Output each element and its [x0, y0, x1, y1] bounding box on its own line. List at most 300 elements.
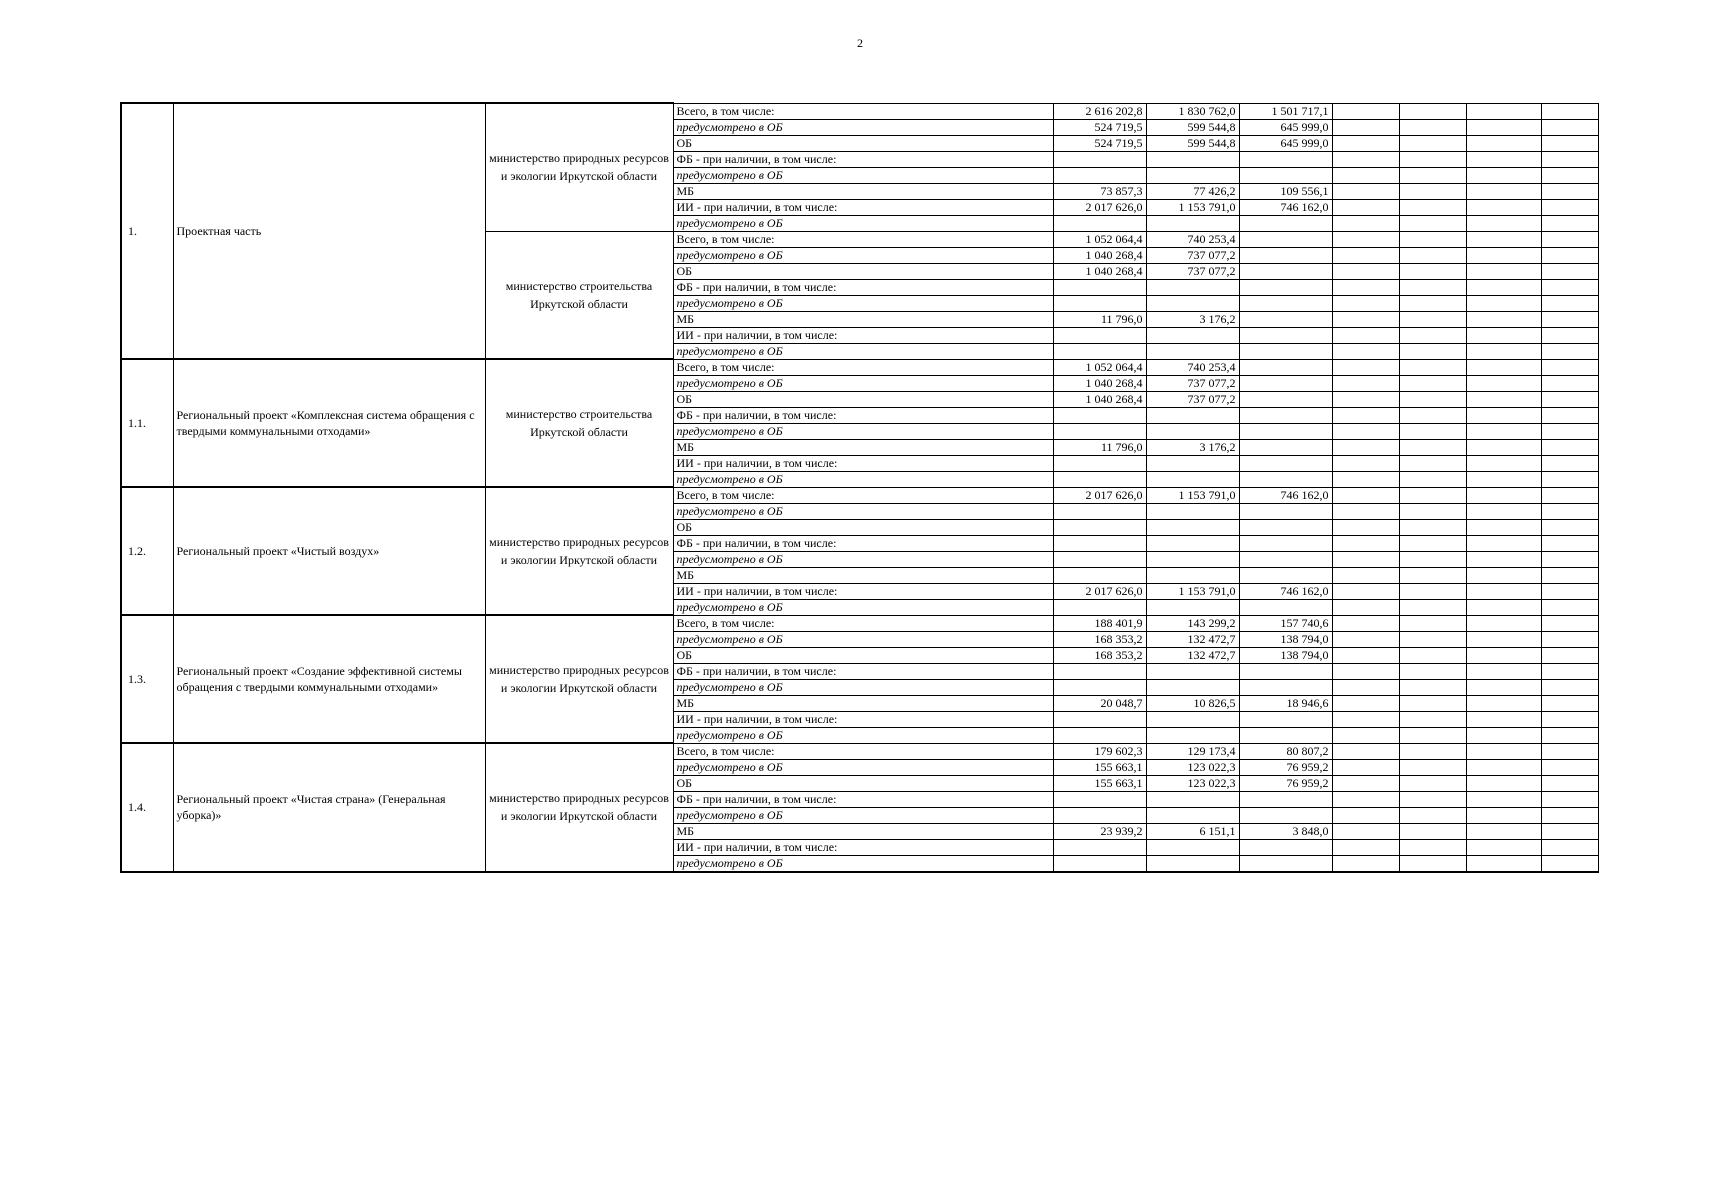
funding-value-cell [1466, 743, 1541, 759]
funding-value-cell [1399, 567, 1466, 583]
funding-source-label: предусмотрено в ОБ [673, 679, 1053, 695]
funding-value-cell [1541, 279, 1598, 295]
funding-value-cell [1239, 839, 1332, 855]
funding-value-cell [1239, 663, 1332, 679]
funding-value-cell [1466, 343, 1541, 359]
funding-source-label: ИИ - при наличии, в том числе: [673, 711, 1053, 727]
funding-value-cell [1239, 503, 1332, 519]
funding-value-cell [1541, 183, 1598, 199]
funding-value-cell [1399, 407, 1466, 423]
funding-value-cell [1541, 599, 1598, 615]
funding-value-cell: 155 663,1 [1053, 759, 1146, 775]
funding-source-label: Всего, в том числе: [673, 615, 1053, 631]
funding-value-cell [1399, 183, 1466, 199]
funding-value-cell [1541, 679, 1598, 695]
funding-value-cell [1466, 247, 1541, 263]
funding-source-label: предусмотрено в ОБ [673, 343, 1053, 359]
funding-value-cell [1466, 359, 1541, 375]
funding-value-cell [1239, 167, 1332, 183]
funding-value-cell [1239, 679, 1332, 695]
funding-value-cell [1466, 423, 1541, 439]
section-name: Региональный проект «Создание эффективной системы обращения с твердыми коммунальными отходами» [173, 615, 485, 743]
funding-value-cell [1332, 199, 1399, 215]
funding-value-cell [1332, 135, 1399, 151]
funding-value-cell [1466, 471, 1541, 487]
funding-value-cell [1399, 199, 1466, 215]
funding-value-cell [1332, 471, 1399, 487]
funding-value-cell [1541, 119, 1598, 135]
funding-value-cell [1399, 455, 1466, 471]
funding-value-cell [1146, 727, 1239, 743]
executor-name: министерство природных ресурсов и экологии Иркутской области [485, 103, 673, 231]
funding-value-cell [1239, 407, 1332, 423]
funding-value-cell [1332, 327, 1399, 343]
funding-value-cell [1466, 183, 1541, 199]
funding-value-cell [1399, 231, 1466, 247]
funding-value-cell [1399, 295, 1466, 311]
funding-value-cell [1146, 839, 1239, 855]
funding-value-cell [1399, 343, 1466, 359]
section-index: 1.1. [121, 359, 173, 487]
executor-name: министерство природных ресурсов и экологии Иркутской области [485, 743, 673, 872]
funding-value-cell: 524 719,5 [1053, 119, 1146, 135]
funding-value-cell [1541, 455, 1598, 471]
funding-value-cell [1466, 695, 1541, 711]
funding-value-cell [1399, 807, 1466, 823]
funding-value-cell [1146, 711, 1239, 727]
funding-source-label: ОБ [673, 263, 1053, 279]
funding-value-cell [1239, 455, 1332, 471]
funding-value-cell: 1 040 268,4 [1053, 391, 1146, 407]
funding-value-cell: 73 857,3 [1053, 183, 1146, 199]
funding-value-cell [1541, 103, 1598, 119]
funding-value-cell [1466, 519, 1541, 535]
funding-value-cell: 1 153 791,0 [1146, 199, 1239, 215]
funding-value-cell [1466, 119, 1541, 135]
funding-value-cell [1541, 135, 1598, 151]
funding-source-label: ОБ [673, 519, 1053, 535]
funding-value-cell [1541, 503, 1598, 519]
funding-value-cell [1332, 295, 1399, 311]
funding-value-cell [1399, 215, 1466, 231]
funding-value-cell [1146, 343, 1239, 359]
funding-source-label: ФБ - при наличии, в том числе: [673, 791, 1053, 807]
funding-value-cell [1332, 263, 1399, 279]
funding-source-label: ОБ [673, 135, 1053, 151]
funding-source-label: предусмотрено в ОБ [673, 247, 1053, 263]
funding-value-cell [1399, 551, 1466, 567]
funding-value-cell [1332, 759, 1399, 775]
funding-source-label: ФБ - при наличии, в том числе: [673, 151, 1053, 167]
funding-value-cell [1541, 359, 1598, 375]
funding-value-cell [1399, 263, 1466, 279]
funding-value-cell [1146, 455, 1239, 471]
funding-value-cell [1399, 711, 1466, 727]
funding-value-cell [1332, 455, 1399, 471]
funding-value-cell [1239, 247, 1332, 263]
funding-value-cell: 18 946,6 [1239, 695, 1332, 711]
funding-value-cell [1332, 535, 1399, 551]
funding-value-cell [1239, 791, 1332, 807]
funding-value-cell [1399, 695, 1466, 711]
funding-value-cell: 737 077,2 [1146, 247, 1239, 263]
funding-value-cell: 1 052 064,4 [1053, 231, 1146, 247]
funding-value-cell [1239, 263, 1332, 279]
funding-value-cell [1466, 823, 1541, 839]
funding-source-label: предусмотрено в ОБ [673, 215, 1053, 231]
funding-value-cell [1053, 567, 1146, 583]
funding-value-cell [1332, 311, 1399, 327]
funding-value-cell [1399, 775, 1466, 791]
executor-name: министерство строительства Иркутской области [485, 359, 673, 487]
funding-source-label: Всего, в том числе: [673, 743, 1053, 759]
funding-value-cell: 3 848,0 [1239, 823, 1332, 839]
funding-value-cell: 1 040 268,4 [1053, 375, 1146, 391]
funding-value-cell [1053, 167, 1146, 183]
funding-value-cell [1466, 439, 1541, 455]
funding-value-cell [1146, 327, 1239, 343]
funding-value-cell [1239, 375, 1332, 391]
funding-value-cell [1399, 391, 1466, 407]
funding-value-cell [1541, 215, 1598, 231]
funding-value-cell [1541, 407, 1598, 423]
funding-value-cell [1332, 679, 1399, 695]
funding-value-cell: 2 017 626,0 [1053, 487, 1146, 503]
funding-value-cell [1053, 503, 1146, 519]
funding-value-cell [1466, 391, 1541, 407]
funding-value-cell [1399, 439, 1466, 455]
funding-value-cell [1541, 647, 1598, 663]
funding-value-cell [1466, 407, 1541, 423]
funding-value-cell: 1 153 791,0 [1146, 583, 1239, 599]
funding-value-cell [1053, 407, 1146, 423]
funding-value-cell: 168 353,2 [1053, 631, 1146, 647]
funding-value-cell [1146, 407, 1239, 423]
funding-value-cell [1332, 503, 1399, 519]
funding-value-cell [1053, 679, 1146, 695]
funding-value-cell [1332, 695, 1399, 711]
funding-value-cell [1399, 359, 1466, 375]
funding-value-cell [1239, 807, 1332, 823]
funding-value-cell [1466, 327, 1541, 343]
funding-value-cell: 143 299,2 [1146, 615, 1239, 631]
funding-value-cell [1332, 647, 1399, 663]
funding-value-cell [1541, 535, 1598, 551]
funding-value-cell: 2 017 626,0 [1053, 199, 1146, 215]
funding-value-cell [1541, 823, 1598, 839]
funding-source-label: предусмотрено в ОБ [673, 599, 1053, 615]
funding-source-label: ФБ - при наличии, в том числе: [673, 407, 1053, 423]
funding-value-cell [1399, 471, 1466, 487]
funding-value-cell [1239, 391, 1332, 407]
funding-value-cell [1332, 439, 1399, 455]
funding-value-cell [1541, 423, 1598, 439]
funding-source-label: предусмотрено в ОБ [673, 727, 1053, 743]
funding-value-cell [1053, 455, 1146, 471]
funding-source-label: ИИ - при наличии, в том числе: [673, 583, 1053, 599]
table-row [121, 743, 1598, 759]
funding-value-cell [1399, 487, 1466, 503]
funding-value-cell [1332, 551, 1399, 567]
funding-value-cell: 168 353,2 [1053, 647, 1146, 663]
funding-value-cell [1146, 855, 1239, 872]
funding-source-label: предусмотрено в ОБ [673, 855, 1053, 872]
funding-value-cell [1239, 231, 1332, 247]
section-index: 1.4. [121, 743, 173, 872]
funding-value-cell [1332, 391, 1399, 407]
funding-value-cell [1399, 855, 1466, 872]
funding-value-cell [1399, 743, 1466, 759]
funding-value-cell [1466, 503, 1541, 519]
funding-source-label: предусмотрено в ОБ [673, 167, 1053, 183]
funding-value-cell [1466, 775, 1541, 791]
funding-value-cell [1239, 471, 1332, 487]
section-index: 1.3. [121, 615, 173, 743]
funding-source-label: Всего, в том числе: [673, 231, 1053, 247]
funding-value-cell: 1 052 064,4 [1053, 359, 1146, 375]
section-index: 1.2. [121, 487, 173, 615]
funding-value-cell: 77 426,2 [1146, 183, 1239, 199]
funding-value-cell [1399, 247, 1466, 263]
funding-value-cell [1332, 599, 1399, 615]
funding-value-cell [1466, 727, 1541, 743]
funding-source-label: ИИ - при наличии, в том числе: [673, 327, 1053, 343]
funding-value-cell: 737 077,2 [1146, 375, 1239, 391]
funding-value-cell: 740 253,4 [1146, 359, 1239, 375]
funding-value-cell: 76 959,2 [1239, 759, 1332, 775]
budget-table-body [121, 103, 1598, 872]
funding-value-cell [1466, 455, 1541, 471]
funding-value-cell [1053, 727, 1146, 743]
funding-value-cell [1466, 535, 1541, 551]
funding-value-cell [1239, 327, 1332, 343]
funding-value-cell [1332, 343, 1399, 359]
funding-value-cell [1466, 103, 1541, 119]
funding-source-label: МБ [673, 567, 1053, 583]
funding-value-cell [1399, 167, 1466, 183]
funding-value-cell: 76 959,2 [1239, 775, 1332, 791]
funding-value-cell [1239, 343, 1332, 359]
funding-source-label: предусмотрено в ОБ [673, 807, 1053, 823]
funding-value-cell [1399, 375, 1466, 391]
funding-value-cell [1541, 375, 1598, 391]
funding-value-cell: 179 602,3 [1053, 743, 1146, 759]
funding-value-cell [1466, 567, 1541, 583]
funding-value-cell [1332, 407, 1399, 423]
funding-value-cell [1332, 167, 1399, 183]
funding-value-cell [1541, 487, 1598, 503]
funding-value-cell: 23 939,2 [1053, 823, 1146, 839]
funding-value-cell [1332, 567, 1399, 583]
funding-value-cell [1239, 151, 1332, 167]
funding-value-cell [1332, 359, 1399, 375]
funding-value-cell [1466, 167, 1541, 183]
funding-value-cell: 1 501 717,1 [1239, 103, 1332, 119]
funding-value-cell [1146, 519, 1239, 535]
funding-value-cell [1239, 279, 1332, 295]
funding-source-label: предусмотрено в ОБ [673, 551, 1053, 567]
funding-source-label: ФБ - при наличии, в том числе: [673, 535, 1053, 551]
funding-value-cell: 132 472,7 [1146, 647, 1239, 663]
funding-value-cell [1399, 791, 1466, 807]
funding-source-label: предусмотрено в ОБ [673, 423, 1053, 439]
funding-value-cell [1146, 535, 1239, 551]
funding-value-cell: 645 999,0 [1239, 119, 1332, 135]
funding-value-cell [1399, 151, 1466, 167]
section-name: Региональный проект «Чистая страна» (Генеральная уборка)» [173, 743, 485, 872]
funding-source-label: ФБ - при наличии, в том числе: [673, 279, 1053, 295]
funding-value-cell [1399, 823, 1466, 839]
funding-value-cell [1239, 295, 1332, 311]
funding-value-cell: 746 162,0 [1239, 199, 1332, 215]
funding-value-cell [1399, 535, 1466, 551]
funding-value-cell [1332, 247, 1399, 263]
funding-value-cell [1541, 567, 1598, 583]
funding-value-cell [1053, 807, 1146, 823]
funding-value-cell [1541, 759, 1598, 775]
funding-value-cell [1466, 199, 1541, 215]
funding-value-cell [1399, 503, 1466, 519]
funding-value-cell: 746 162,0 [1239, 487, 1332, 503]
funding-value-cell [1239, 439, 1332, 455]
funding-value-cell: 123 022,3 [1146, 759, 1239, 775]
funding-value-cell: 138 794,0 [1239, 647, 1332, 663]
funding-value-cell: 3 176,2 [1146, 311, 1239, 327]
funding-source-label: МБ [673, 311, 1053, 327]
funding-value-cell [1399, 679, 1466, 695]
funding-value-cell [1541, 743, 1598, 759]
funding-value-cell: 188 401,9 [1053, 615, 1146, 631]
funding-value-cell [1146, 167, 1239, 183]
funding-value-cell [1541, 519, 1598, 535]
funding-value-cell [1399, 135, 1466, 151]
funding-value-cell [1332, 807, 1399, 823]
funding-source-label: предусмотрено в ОБ [673, 295, 1053, 311]
funding-source-label: Всего, в том числе: [673, 103, 1053, 119]
funding-value-cell [1332, 631, 1399, 647]
funding-value-cell [1053, 343, 1146, 359]
funding-value-cell [1541, 807, 1598, 823]
section-name: Региональный проект «Комплексная система обращения с твердыми коммунальными отходами» [173, 359, 485, 487]
funding-value-cell [1146, 551, 1239, 567]
funding-value-cell [1466, 807, 1541, 823]
funding-value-cell: 746 162,0 [1239, 583, 1332, 599]
table-row [121, 103, 1598, 119]
funding-value-cell [1466, 791, 1541, 807]
funding-value-cell [1332, 583, 1399, 599]
funding-value-cell [1146, 423, 1239, 439]
funding-value-cell [1332, 519, 1399, 535]
funding-value-cell [1332, 743, 1399, 759]
funding-source-label: предусмотрено в ОБ [673, 631, 1053, 647]
funding-value-cell [1053, 791, 1146, 807]
funding-value-cell [1541, 391, 1598, 407]
funding-value-cell: 737 077,2 [1146, 391, 1239, 407]
funding-value-cell [1541, 583, 1598, 599]
executor-name: министерство природных ресурсов и экологии Иркутской области [485, 615, 673, 743]
funding-value-cell [1239, 423, 1332, 439]
funding-value-cell: 2 616 202,8 [1053, 103, 1146, 119]
funding-value-cell [1332, 663, 1399, 679]
funding-source-label: МБ [673, 439, 1053, 455]
funding-value-cell [1332, 375, 1399, 391]
funding-value-cell [1332, 279, 1399, 295]
funding-value-cell [1146, 567, 1239, 583]
funding-value-cell [1541, 199, 1598, 215]
funding-value-cell [1399, 583, 1466, 599]
funding-value-cell [1541, 727, 1598, 743]
funding-value-cell [1466, 647, 1541, 663]
section-name: Региональный проект «Чистый воздух» [173, 487, 485, 615]
funding-value-cell [1466, 311, 1541, 327]
funding-value-cell [1332, 103, 1399, 119]
funding-value-cell [1053, 551, 1146, 567]
funding-value-cell [1332, 775, 1399, 791]
funding-value-cell [1239, 599, 1332, 615]
funding-value-cell [1399, 663, 1466, 679]
funding-value-cell [1053, 423, 1146, 439]
funding-value-cell [1239, 727, 1332, 743]
funding-value-cell [1332, 231, 1399, 247]
funding-source-label: предусмотрено в ОБ [673, 503, 1053, 519]
funding-value-cell [1399, 727, 1466, 743]
funding-value-cell [1399, 423, 1466, 439]
funding-value-cell: 11 796,0 [1053, 439, 1146, 455]
funding-value-cell: 737 077,2 [1146, 263, 1239, 279]
funding-value-cell [1146, 679, 1239, 695]
funding-value-cell [1541, 631, 1598, 647]
table-row [121, 615, 1598, 631]
funding-value-cell [1541, 695, 1598, 711]
funding-value-cell [1466, 551, 1541, 567]
funding-value-cell [1466, 375, 1541, 391]
funding-value-cell [1332, 839, 1399, 855]
funding-value-cell: 132 472,7 [1146, 631, 1239, 647]
funding-value-cell: 1 153 791,0 [1146, 487, 1239, 503]
funding-value-cell [1332, 791, 1399, 807]
funding-value-cell [1146, 599, 1239, 615]
funding-value-cell: 524 719,5 [1053, 135, 1146, 151]
funding-value-cell [1466, 215, 1541, 231]
funding-value-cell [1541, 343, 1598, 359]
funding-value-cell [1541, 711, 1598, 727]
funding-value-cell [1541, 247, 1598, 263]
funding-value-cell [1239, 855, 1332, 872]
section-index: 1. [121, 103, 173, 359]
funding-value-cell [1466, 295, 1541, 311]
executor-name: министерство природных ресурсов и экологии Иркутской области [485, 487, 673, 615]
funding-value-cell [1466, 855, 1541, 872]
funding-value-cell: 80 807,2 [1239, 743, 1332, 759]
funding-value-cell [1239, 567, 1332, 583]
funding-source-label: ИИ - при наличии, в том числе: [673, 839, 1053, 855]
funding-value-cell [1053, 519, 1146, 535]
funding-value-cell [1541, 791, 1598, 807]
executor-name: министерство строительства Иркутской области [485, 231, 673, 359]
funding-source-label: предусмотрено в ОБ [673, 471, 1053, 487]
funding-value-cell [1239, 215, 1332, 231]
funding-value-cell [1466, 279, 1541, 295]
funding-value-cell [1332, 727, 1399, 743]
funding-value-cell [1541, 471, 1598, 487]
funding-value-cell [1466, 759, 1541, 775]
funding-value-cell [1053, 295, 1146, 311]
funding-value-cell [1332, 423, 1399, 439]
funding-value-cell: 123 022,3 [1146, 775, 1239, 791]
funding-value-cell [1541, 855, 1598, 872]
funding-value-cell: 155 663,1 [1053, 775, 1146, 791]
funding-value-cell [1332, 151, 1399, 167]
